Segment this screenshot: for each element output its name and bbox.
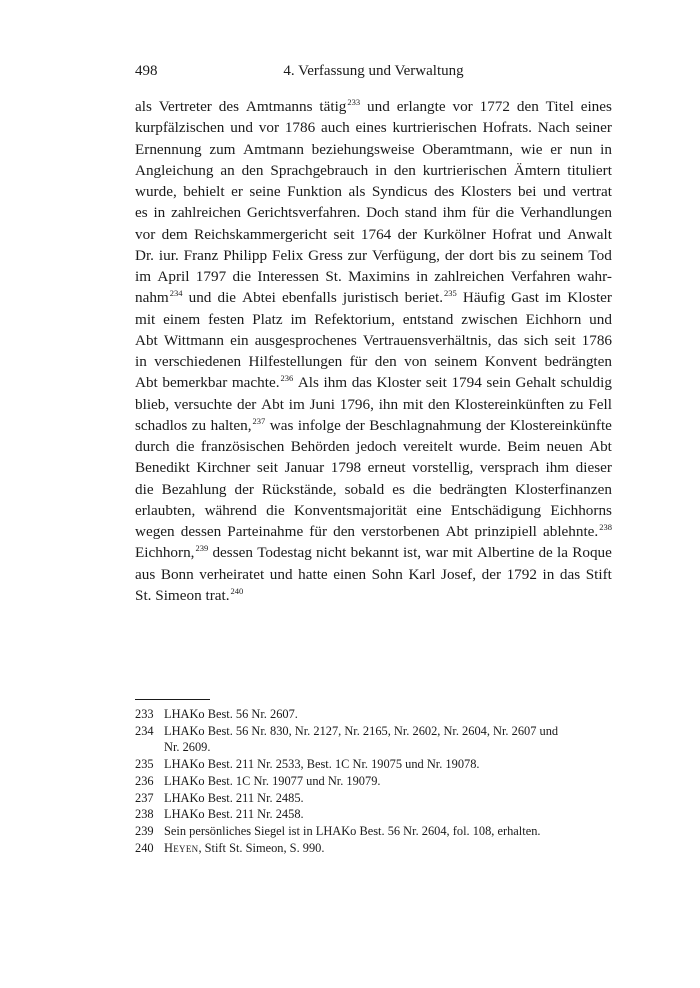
text-line: wegen dessen Parteinahme für den verstorbenen Abt prinzipiell ablehnte.$^{238}$ (135, 522, 612, 540)
footnotes (135, 706, 612, 856)
footnote (135, 840, 612, 857)
footnote-ref[interactable]: 237 (252, 415, 266, 426)
text-line: blieb, versuchte der Abt im Juni 1796, ihn mit den Klostereinkünften zu Fell (135, 395, 612, 413)
footnote-ref[interactable]: 236 (280, 373, 294, 384)
footnote (135, 723, 612, 756)
text-line: Eichhorn,$^{239}$ dessen Todestag nicht bekannt ist, war mit Albertine de la Roque (135, 543, 612, 562)
footnote (135, 706, 612, 723)
footnote (135, 823, 612, 840)
footnote (135, 790, 612, 807)
footnote-ref[interactable]: 240 (230, 585, 244, 596)
text-line: Angleichung an den Sprachgebrauch in den kurtrierischen Ämtern tituliert (135, 161, 612, 179)
footnote-text: LHAKo Best. 56 Nr. 2607. (164, 707, 298, 721)
text-line: es in zahlreichen Gerichtsverfahren. Doch stand ihm für die Verhandlungen (135, 204, 612, 222)
footnote-ref[interactable]: 238 (599, 522, 612, 532)
text-line: St. Simeon trat.$^{240}$ (135, 585, 244, 604)
text-line: als Vertreter des Amtmanns tätig$^{233}$ und erlangte vor 1772 den Titel eines (135, 97, 612, 115)
footnote-ref[interactable]: 233 (347, 97, 361, 107)
footnote-text: LHAKo Best. 211 Nr. 2458. (164, 807, 304, 822)
text-line: im April 1797 die Interessen St. Maximins in zahlreichen Verfahren wahr- (135, 268, 612, 285)
text-line: aus Bonn verheiratet und hatte einen Sohn Karl Josef, der 1792 in das Stift (135, 565, 612, 583)
footnote-number: 240 (135, 840, 154, 855)
footnote-ref[interactable]: 235 (444, 288, 457, 299)
page-number: 498 (135, 63, 158, 79)
footnote-text: LHAKo Best. 56 Nr. 830, Nr. 2127, Nr. 2165, Nr. 2602, Nr. 2604, Nr. 2607 und (164, 723, 559, 738)
text-line: Dr. iur. Franz Philipp Felix Gress zur Verfügung, der dort bis zu seinem Tod (135, 246, 612, 264)
footnote-text: LHAKo Best. 211 Nr. 2485. (164, 790, 304, 805)
footnote-number: 236 (135, 773, 154, 788)
text-line: wurde, behielt er seine Funktion als Syndicus des Klosters bei und vertrat (135, 183, 612, 200)
text-line: mit einem festen Platz im Refektorium, entstand zwischen Eichhorn und (135, 310, 612, 328)
running-head: 4. Verfassung und Verwaltung (283, 63, 464, 79)
footnote-number: 235 (135, 757, 154, 772)
text-line: durch die französischen Behörden jedoch vereitelt wurde. Beim neuen Abt (135, 438, 612, 455)
text-line: Abt bemerkbar machte.$^{236}$ Als ihm das Kloster seit 1794 sein Gehalt schuldig (135, 373, 612, 392)
footnote-number: 233 (135, 707, 154, 721)
footnote (135, 773, 612, 790)
footnote-text: Nr. 2609. (164, 740, 211, 755)
footnote-number: 237 (135, 790, 154, 805)
footnote-text: Heyen, Stift St. Simeon, S. 990. (164, 840, 325, 855)
text-line: in verschiedenen Hilfestellungen für den von seinem Konvent bedrängten (135, 353, 612, 370)
footnote-divider (135, 699, 210, 700)
text-line: Abt Wittmann ein ausgesprochenes Vertrauensverhältnis, das sich seit 1786 (135, 331, 612, 349)
footnote-ref[interactable]: 239 (195, 543, 209, 554)
text-line: kurpfälzischen und vor 1786 auch eines kurtrierischen Hofrats. Nach seiner (135, 119, 612, 137)
footnote-text: LHAKo Best. 211 Nr. 2533, Best. 1C Nr. 19075 und Nr. 19078. (164, 757, 480, 772)
footnote-number: 238 (135, 807, 154, 822)
text-line: die Bezahlung der Rückstände, sobald es die bedrängten Klosterfinanzen (135, 480, 612, 498)
text-line: vor dem Reichskammergericht seit 1764 der Kurkölner Hofrat und Anwalt (135, 225, 612, 243)
footnote-text: LHAKo Best. 1C Nr. 19077 und Nr. 19079. (164, 773, 381, 788)
footnote-number: 239 (135, 823, 154, 838)
text-line: erlaubten, während die Konventsmajorität eine Entschädigung Eichhorns (135, 501, 612, 519)
footnote-number: 234 (135, 723, 154, 738)
text-line: Benedikt Kirchner seit Januar 1798 erneut vorstellig, versprach ihm dieser (135, 459, 612, 477)
footnote-ref[interactable]: 234 (169, 288, 183, 299)
text-line: nahm$^{234}$ und die Abtei ebenfalls juristisch beriet.$^{235}$ Häufig Gast im Kloster (135, 288, 612, 307)
footnote-text: Sein persönliches Siegel ist in LHAKo Best. 56 Nr. 2604, fol. 108, erhalten. (164, 823, 541, 838)
body-text (135, 96, 612, 606)
text-line: Ernennung zum Amtmann beziehungsweise Oberamtmann, wie er nun in (135, 140, 612, 158)
text-line: schadlos zu halten,$^{237}$ was infolge der Beschlagnahmung der Klostereinkünfte (135, 415, 612, 434)
footnote (135, 756, 612, 773)
footnote-author: Heyen (164, 840, 199, 855)
footnote (135, 806, 612, 823)
